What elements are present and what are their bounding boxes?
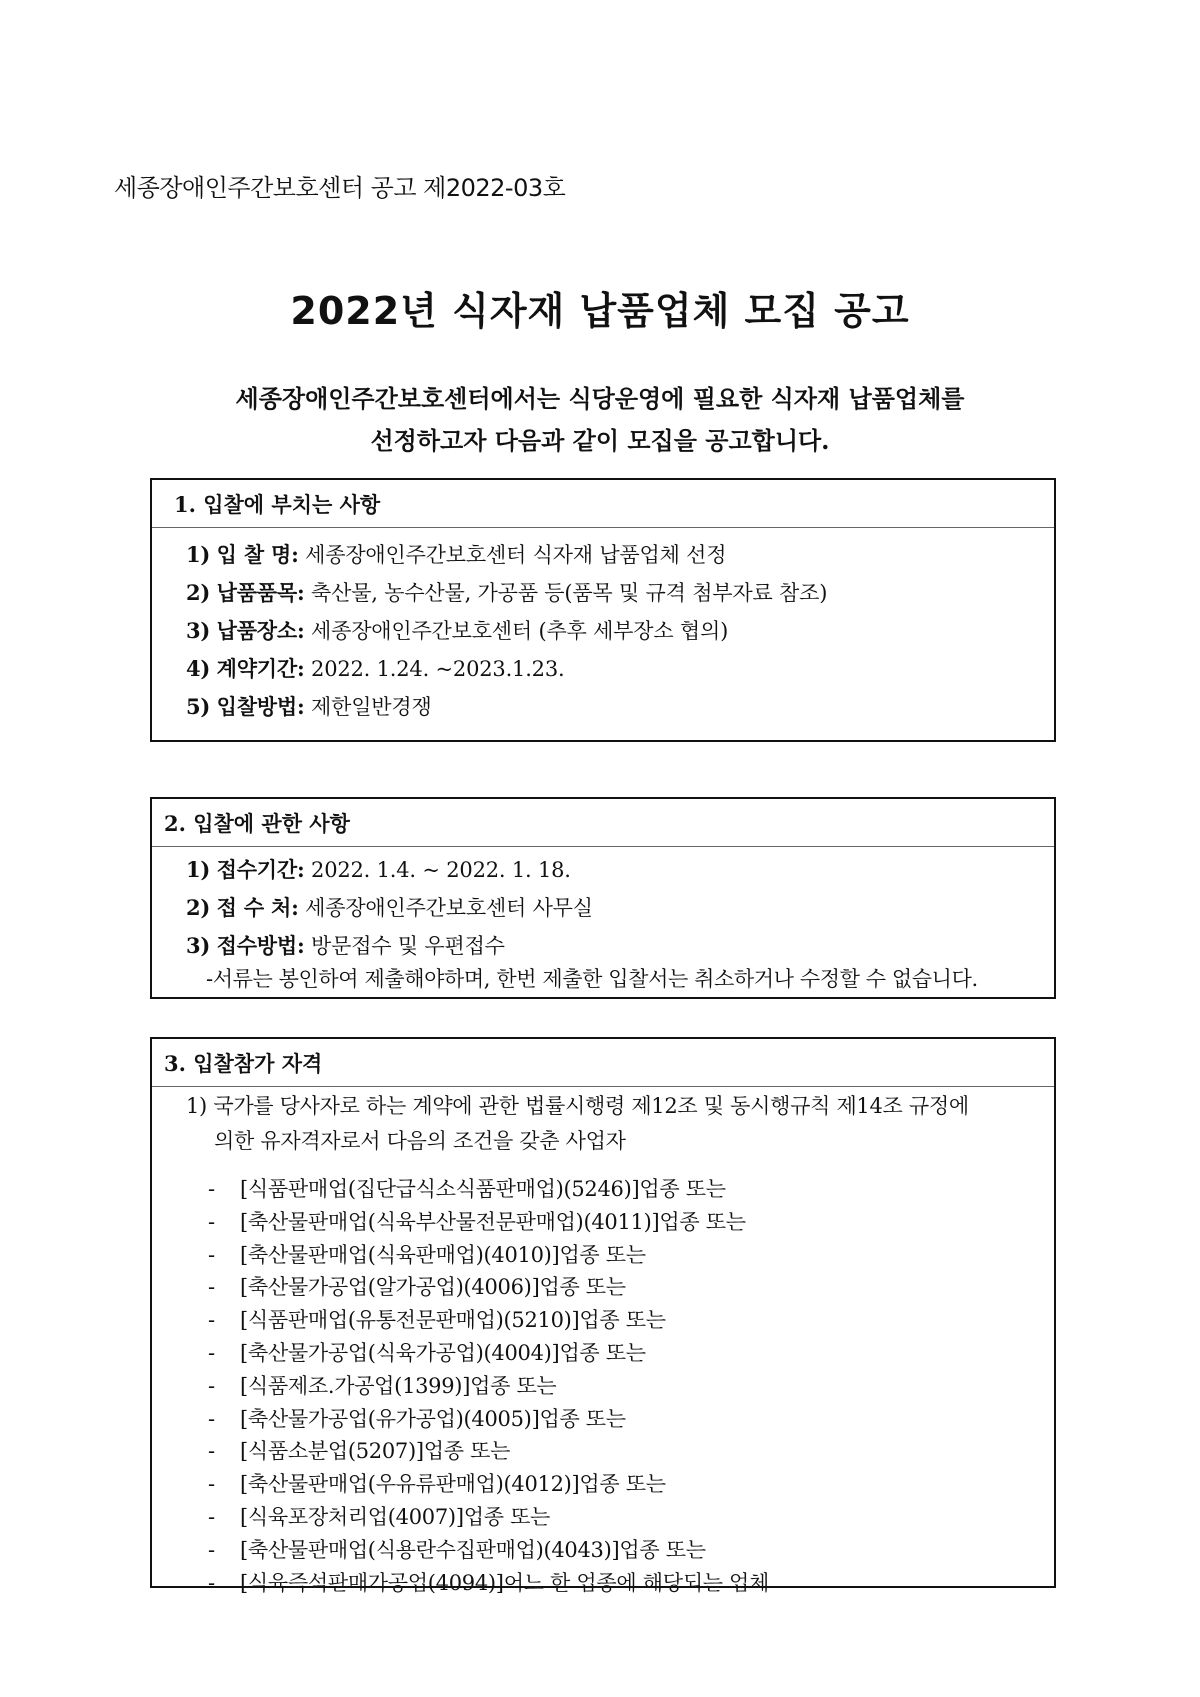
item-value: 축산물, 농수산물, 가공품 등(품목 및 규격 첨부자료 참조) bbox=[311, 581, 828, 605]
list-item bbox=[152, 1403, 1054, 1436]
intro-text bbox=[0, 378, 1200, 462]
item-label: 계약기간: bbox=[216, 656, 305, 681]
list-item-text: [축산물판매업(식용란수집판매업)(4043)]업종 또는 bbox=[240, 1537, 706, 1562]
list-item bbox=[152, 1239, 1054, 1272]
list-item-text: [식육포장처리업(4007)]업종 또는 bbox=[240, 1504, 551, 1529]
list-item bbox=[152, 927, 1054, 965]
section-items bbox=[152, 528, 1054, 726]
dash-marker: - bbox=[208, 1537, 215, 1562]
dash-marker: - bbox=[208, 1242, 215, 1267]
item-label: 납품장소: bbox=[216, 618, 305, 643]
submission-note: -서류는 봉인하여 제출해야하며, 한번 제출한 입찰서는 취소하거나 수정할 수 없습니다. bbox=[206, 967, 978, 991]
item-value: 제한일반경쟁 bbox=[311, 695, 432, 719]
list-item bbox=[152, 1534, 1054, 1567]
item-number: 4) bbox=[186, 656, 211, 681]
item-label: 입 찰 명: bbox=[216, 542, 299, 567]
list-item-text: [축산물가공업(유가공업)(4005)]업종 또는 bbox=[240, 1406, 626, 1431]
item-label: 접수방법: bbox=[216, 933, 305, 958]
dash-marker: - bbox=[208, 1570, 215, 1595]
section-bid-details bbox=[150, 797, 1056, 999]
list-item-text: [축산물가공업(식육가공업)(4004)]업종 또는 bbox=[240, 1340, 646, 1365]
list-item-text: [식품판매업(유통전문판매업)(5210)]업종 또는 bbox=[240, 1308, 666, 1333]
dash-marker: - bbox=[208, 1177, 215, 1201]
item-label: 입찰방법: bbox=[216, 694, 305, 719]
section-heading: 2. 입찰에 관한 사항 bbox=[152, 799, 1054, 847]
list-item-text: [식육즉석판매가공업(4094)]어느 한 업종에 해당되는 업체 bbox=[240, 1570, 770, 1595]
list-item bbox=[152, 1271, 1054, 1304]
list-item bbox=[152, 1567, 1054, 1600]
item-number: 5) bbox=[186, 694, 211, 719]
item-value: 방문접수 및 우편접수 bbox=[311, 934, 505, 958]
dash-marker: - bbox=[208, 1439, 215, 1464]
qualification-line-2: 의한 유자격자로서 다음의 조건을 갖춘 사업자 bbox=[214, 1129, 626, 1153]
list-item bbox=[152, 574, 1054, 612]
list-item bbox=[152, 1337, 1054, 1370]
item-value: 세종장애인주간보호센터 식자재 납품업체 선정 bbox=[305, 543, 727, 567]
list-item bbox=[152, 1468, 1054, 1501]
dash-marker: - bbox=[208, 1472, 215, 1497]
item-value: 2022. 1.24. ~2023.1.23. bbox=[311, 657, 565, 681]
intro-line-1: 세종장애인주간보호센터에서는 식당운영에 필요한 식자재 납품업체를 bbox=[235, 384, 965, 413]
item-number: 2) bbox=[186, 580, 211, 605]
item-label: 접수기간: bbox=[216, 857, 305, 882]
section-items bbox=[152, 847, 1054, 995]
list-item-text: [식품소분업(5207)]업종 또는 bbox=[240, 1439, 511, 1464]
list-item-text: [식품제조.가공업(1399)]업종 또는 bbox=[240, 1373, 557, 1398]
dash-marker: - bbox=[208, 1275, 215, 1300]
item-label: 접 수 처: bbox=[216, 895, 299, 920]
item-number: 1) bbox=[186, 857, 211, 882]
item-number: 3) bbox=[186, 618, 211, 643]
dash-marker: - bbox=[208, 1209, 215, 1234]
intro-line-2: 선정하고자 다음과 같이 모집을 공고합니다. bbox=[370, 426, 830, 455]
list-item bbox=[152, 612, 1054, 650]
list-item-text: [축산물판매업(우유류판매업)(4012)]업종 또는 bbox=[240, 1472, 666, 1497]
list-item-text: [식품판매업(집단급식소식품판매업)(5246)]업종 또는 bbox=[240, 1177, 726, 1201]
item-number: 2) bbox=[186, 895, 211, 920]
list-item bbox=[152, 889, 1054, 927]
section-heading: 1. 입찰에 부치는 사항 bbox=[152, 480, 1054, 528]
list-item bbox=[152, 1304, 1054, 1337]
section-eligibility bbox=[150, 1037, 1056, 1595]
item-value: 2022. 1.4. ~ 2022. 1. 18. bbox=[311, 858, 571, 882]
business-type-list bbox=[152, 1173, 1054, 1599]
item-number: 1) bbox=[186, 542, 211, 567]
dash-marker: - bbox=[208, 1406, 215, 1431]
list-item bbox=[152, 851, 1054, 889]
list-item bbox=[152, 1435, 1054, 1468]
list-item bbox=[152, 650, 1054, 688]
dash-marker: - bbox=[208, 1373, 215, 1398]
item-value: 세종장애인주간보호센터 사무실 bbox=[305, 896, 593, 920]
item-value: 세종장애인주간보호센터 (추후 세부장소 협의) bbox=[311, 619, 729, 643]
list-item-text: [축산물판매업(식육판매업)(4010)]업종 또는 bbox=[240, 1242, 646, 1267]
qualification-line-1: 1) 국가를 당사자로 하는 계약에 관한 법률시행령 제12조 및 동시행규칙 제14조 규정에 bbox=[186, 1094, 969, 1118]
section-bid-subject bbox=[150, 478, 1056, 742]
list-item-text: [축산물가공업(알가공업)(4006)]업종 또는 bbox=[240, 1275, 626, 1300]
page-title: 2022년 식자재 납품업체 모집 공고 bbox=[290, 289, 910, 333]
notice-number: 세종장애인주간보호센터 공고 제2022-03호 bbox=[114, 174, 566, 202]
section-heading: 3. 입찰참가 자격 bbox=[152, 1039, 1054, 1087]
section-items bbox=[152, 1087, 1054, 1599]
item-number: 3) bbox=[186, 933, 211, 958]
dash-marker: - bbox=[208, 1504, 215, 1529]
list-item bbox=[152, 1501, 1054, 1534]
dash-marker: - bbox=[208, 1340, 215, 1365]
list-item bbox=[152, 1206, 1054, 1239]
list-item bbox=[152, 688, 1054, 726]
dash-marker: - bbox=[208, 1308, 215, 1333]
list-item bbox=[152, 1173, 1054, 1206]
list-item-text: [축산물판매업(식육부산물전문판매업)(4011)]업종 또는 bbox=[240, 1209, 746, 1234]
list-item bbox=[152, 536, 1054, 574]
list-item bbox=[152, 1370, 1054, 1403]
item-label: 납품품목: bbox=[216, 580, 305, 605]
